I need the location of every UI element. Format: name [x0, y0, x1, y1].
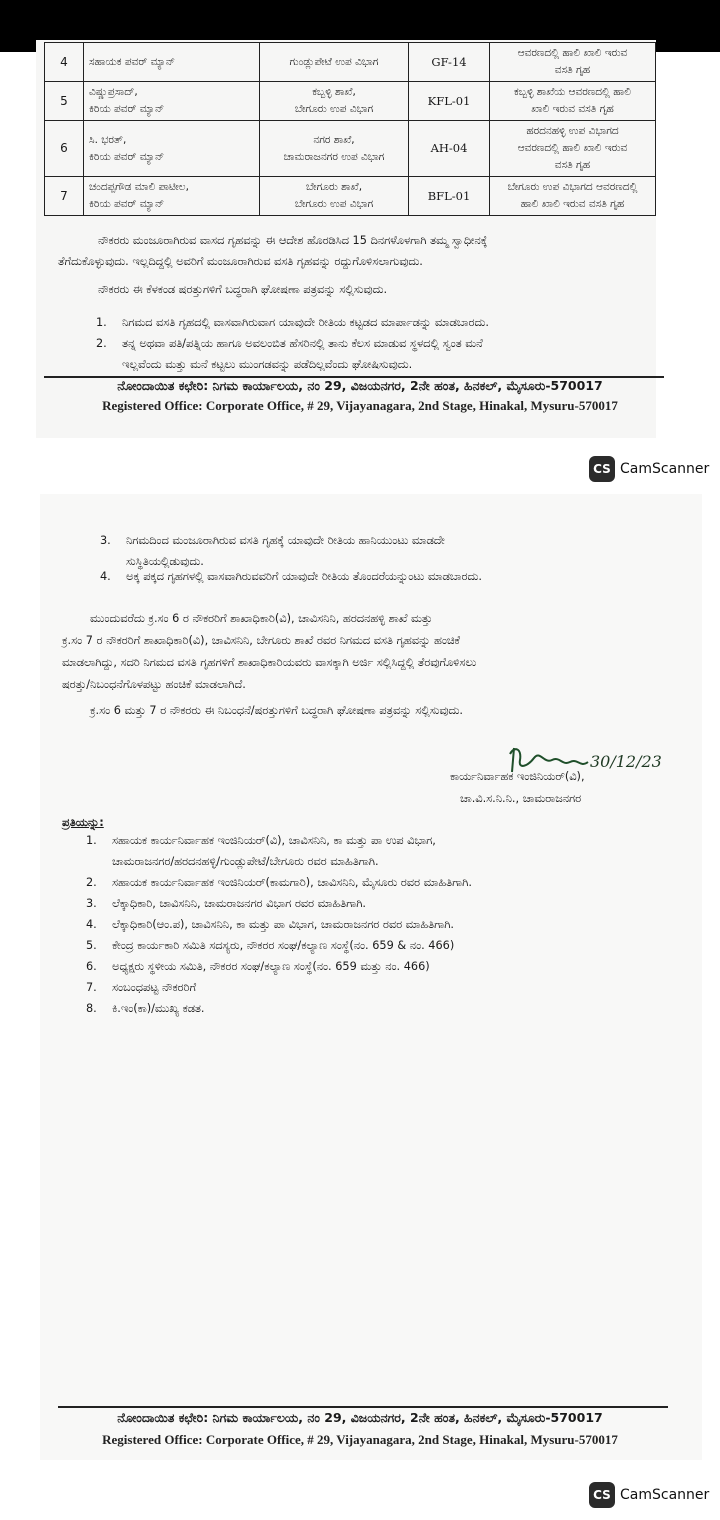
condition-text: ಅಕ್ಕ ಪಕ್ಕದ ಗೃಹಗಳಲ್ಲಿ ವಾಸವಾಗಿರುವವರಿಗೆ ಯಾವುದೇ ರೀತಿಯ ತೊಂದರೆಯನ್ನುಂಟು ಮಾಡಬಾರದು. — [126, 570, 482, 583]
camscanner-watermark-2 — [589, 1482, 709, 1508]
quarter-desc-cell — [490, 43, 656, 82]
footer-rule — [58, 1406, 668, 1408]
para-allocation-note-cont — [62, 630, 662, 696]
quarter-desc-cell-line: ಆವರಣದಲ್ಲಿ ಹಾಲಿ ಖಾಲಿ ಇರುವ — [517, 47, 628, 59]
copy-recipient-line: ಲೆಕ್ಕಾಧಿಕಾರಿ, ಚಾವಿಸನಿನಿ, ಚಾಮರಾಜನಗರ ವಿಭಾಗ ರವರ ಮಾಹಿತಿಗಾಗಿ. — [112, 897, 366, 910]
employee-cell-line: ಸಹಾಯಕ ಪವರ್ ಮ್ಯಾನ್ — [89, 55, 176, 68]
signatory-designation: ಕಾರ್ಯನಿರ್ವಾಹಕ ಇಂಜಿನಿಯರ್(ವಿ), — [450, 770, 585, 783]
condition-text: ಇಲ್ಲವೆಂದು ಮತ್ತು ಮನೆ ಕಟ್ಟಲು ಮುಂಗಡವನ್ನು ಪಡೆದಿಲ್ಲವೆಂದು ಘೋಷಿಸುವುದು. — [122, 358, 413, 371]
para-declaration-2 — [90, 700, 650, 721]
camscanner-logo-icon: CS — [589, 456, 615, 482]
office-cell-line: ಕಬ್ಬಳ್ಳಿ ಶಾಖೆ, — [312, 86, 356, 98]
copy-list — [86, 830, 666, 1019]
list-number: 3. — [100, 534, 111, 547]
copy-recipient — [112, 830, 436, 872]
copy-recipient-line: ಚಾಮರಾಜನಗರ/ಹರದನಹಳ್ಳಿ/ಗುಂಡ್ಲುಪೇಟೆ/ಬೇಗೂರು ರವರ ಮಾಹಿತಿಗಾಗಿ. — [112, 855, 379, 868]
table-row — [45, 121, 656, 177]
serial-cell: 4 — [45, 43, 84, 82]
footer-page-1 — [40, 378, 680, 414]
employee-cell-line: ಕಿರಿಯ ಪವರ್ ಮ್ಯಾನ್ — [89, 103, 165, 115]
copy-recipient — [112, 893, 366, 914]
text-line: ನೌಕರರು ಮಂಜೂರಾಗಿರುವ ವಾಸದ ಗೃಹವನ್ನು ಈ ಆದೇಶ ಹೊರಡಿಸಿದ 15 ದಿನಗಳೊಳಗಾಗಿ ತಮ್ಮ ಸ್ವಾಧೀನಕ್ಕೆ — [98, 234, 488, 247]
office-cell-line: ಬೇಗೂರು ಶಾಖೆ, — [305, 181, 363, 193]
quarter-desc-cell — [490, 82, 656, 121]
office-cell — [260, 43, 409, 82]
list-item — [86, 830, 666, 872]
office-cell-line: ನಗರ ಶಾಖೆ, — [313, 133, 355, 146]
list-number: 7. — [86, 981, 97, 994]
condition-text: ನಿಗಮದ ವಸತಿ ಗೃಹದಲ್ಲಿ ವಾಸವಾಗಿರುವಾಗ ಯಾವುದೇ ರೀತಿಯ ಕಟ್ಟಡದ ಮಾರ್ಪಾಡನ್ನು ಮಾಡಬಾರದು. — [122, 316, 489, 329]
list-number: 5. — [86, 939, 97, 952]
text-line: ಕ್ರ.ಸಂ 7 ರ ನೌಕರರಿಗೆ ಶಾಖಾಧಿಕಾರಿ(ವಿ), ಚಾವಿಸನಿನಿ, ಬೇಗೂರು ಶಾಖೆ ರವರ ನಿಗಮದ ವಸತಿ ಗೃಹವನ್ನು ಹಂಚಿಕೆ — [62, 634, 460, 647]
list-number: 1. — [86, 834, 97, 847]
text-line: ಕ್ರ.ಸಂ 6 ಮತ್ತು 7 ರ ನೌಕರರು ಈ ನಿಬಂಧನೆ/ಷರತ್ತುಗಳಿಗೆ ಬದ್ಧರಾಗಿ ಘೋಷಣಾ ಪತ್ರವನ್ನು ಸಲ್ಲಿಸುವುದು. — [90, 704, 464, 717]
office-cell-line: ಚಾಮರಾಜನಗರ ಉಪ ವಿಭಾಗ — [283, 150, 385, 163]
office-cell — [260, 177, 409, 216]
copy-recipient-line: ಸಹಾಯಕ ಕಾರ್ಯನಿರ್ವಾಹಕ ಇಂಜಿನಿಯರ್(ಕಾಮಗಾರಿ), ಚಾವಿಸನಿನಿ, ಮೈಸೂರು ರವರ ಮಾಹಿತಿಗಾಗಿ. — [112, 876, 472, 889]
para-declaration — [98, 279, 638, 300]
quarter-desc-cell — [490, 177, 656, 216]
employee-cell-line: ಕಿರಿಯ ಪವರ್ ಮ್ಯಾನ್ — [89, 198, 165, 210]
copy-recipient-line: ಲೆಕ್ಕಾಧಿಕಾರಿ(ಆಂ.ಪ), ಚಾವಿಸನಿನಿ, ಕಾ ಮತ್ತು ಪಾ ವಿಭಾಗ, ಚಾಮರಾಜನಗರ ರವರ ಮಾಹಿತಿಗಾಗಿ. — [112, 918, 455, 931]
text-line: ತೆಗೆದುಕೊಳ್ಳುವುದು. ಇಲ್ಲದಿದ್ದಲ್ಲಿ ಅವರಿಗೆ ಮಂಜೂರಾಗಿರುವ ವಸತಿ ಗೃಹವನ್ನು ರದ್ದುಗೊಳಿಸಲಾಗುವುದು. — [58, 255, 423, 268]
signatory-block — [450, 766, 660, 810]
copy-recipient-line: ಸಹಾಯಕ ಕಾರ್ಯನಿರ್ವಾಹಕ ಇಂಜಿನಿಯರ್(ವಿ), ಚಾವಿಸನಿನಿ, ಕಾ ಮತ್ತು ಪಾ ಉಪ ವಿಭಾಗ, — [112, 834, 436, 847]
signatory-organisation: ಚಾ.ವಿ.ಸ.ನಿ.ನಿ., ಚಾಮರಾಜನಗರ — [460, 792, 582, 805]
para-occupy-order-cont — [58, 251, 648, 272]
copy-recipient-line: ಸಂಬಂಧಪಟ್ಟ ನೌಕರರಿಗೆ — [112, 981, 197, 994]
quarter-code-cell: AH-04 — [409, 121, 490, 177]
quarter-code-cell: KFL-01 — [409, 82, 490, 121]
camscanner-logo-icon: CS — [589, 1482, 615, 1508]
copy-recipient — [112, 935, 454, 956]
condition-1 — [96, 312, 656, 333]
employee-cell — [84, 82, 260, 121]
copy-recipient-line: ಕಿ.ಇಂ(ಕಾ)/ಮುಖ್ಯ ಕಡತ. — [112, 1002, 205, 1015]
condition-text: ತನ್ನ ಅಥವಾ ಪತಿ/ಪತ್ನಿಯ ಹಾಗೂ ಅವಲಂಬಿತ ಹೆಸರಿನಲ್ಲಿ ತಾನು ಕೆಲಸ ಮಾಡುವ ಸ್ಥಳದಲ್ಲಿ ಸ್ವಂತ ಮನೆ — [122, 337, 483, 350]
footer-english: Registered Office: Corporate Office, # 29, Vijayanagara, 2nd Stage, Hinakal, Mysuru-570017 — [102, 1432, 618, 1447]
list-item — [86, 893, 666, 914]
text-line: ಮುಂದುವರೆದು ಕ್ರ.ಸಂ 6 ರ ನೌಕರರಿಗೆ ಶಾಖಾಧಿಕಾರಿ(ವಿ), ಚಾವಿಸನಿನಿ, ಹರದನಹಳ್ಳಿ ಶಾಖೆ ಮತ್ತು — [90, 612, 433, 625]
list-item — [86, 914, 666, 935]
quarter-desc-cell-line: ಆವರಣದಲ್ಲಿ ಹಾಲಿ ಖಾಲಿ ಇರುವ — [517, 142, 628, 154]
text-line: ನೌಕರರು ಈ ಕೆಳಕಂಡ ಷರತ್ತುಗಳಿಗೆ ಬದ್ಧರಾಗಿ ಘೋಷಣಾ ಪತ್ರವನ್ನು ಸಲ್ಲಿಸುವುದು. — [98, 283, 388, 296]
list-item — [86, 872, 666, 893]
condition-4 — [100, 566, 660, 587]
camscanner-label: CamScanner — [620, 461, 710, 477]
quarter-code-cell: GF-14 — [409, 43, 490, 82]
employee-cell-line: ವಿಷ್ಣುಪ್ರಸಾದ್, — [89, 86, 138, 98]
quarter-code-cell: BFL-01 — [409, 177, 490, 216]
list-number: 3. — [86, 897, 97, 910]
quarter-desc-cell-line: ವಸತಿ ಗೃಹ — [554, 159, 591, 171]
condition-text: ನಿಗಮದಿಂದ ಮಂಜೂರಾಗಿರುವ ವಸತಿ ಗೃಹಕ್ಕೆ ಯಾವುದೇ ರೀತಿಯ ಹಾನಿಯುಂಟು ಮಾಡದೇ — [126, 534, 445, 547]
copy-recipient-line: ಅಧ್ಯಕ್ಷರು ಸ್ಥಳೀಯ ಸಮಿತಿ, ನೌಕರರ ಸಂಘ/ಕಲ್ಯಾಣ ಸಂಸ್ಥೆ(ನಂ. 659 ಮತ್ತು ನಂ. 466) — [112, 960, 430, 973]
quarters-allocation-table — [44, 42, 656, 216]
office-cell — [260, 82, 409, 121]
para-allocation-note — [90, 608, 650, 630]
employee-cell-line: ಸಿ. ಭರತ್, — [89, 133, 127, 146]
copy-heading-text: ಪ್ರತಿಯನ್ನು: — [62, 816, 104, 829]
employee-cell — [84, 177, 260, 216]
employee-cell — [84, 43, 260, 82]
quarter-desc-cell-line: ಕಬ್ಬಳ್ಳಿ ಶಾಖೆಯ ಆವರಣದಲ್ಲಿ ಹಾಲಿ — [514, 86, 631, 98]
quarter-desc-cell-line: ಬೇಗೂರು ಉಪ ವಿಭಾಗದ ಆವರಣದಲ್ಲಿ — [507, 181, 638, 193]
text-line: ಷರತ್ತು/ನಿಬಂಧನೆಗೊಳಪಟ್ಟು ಹಂಚಿಕೆ ಮಾಡಲಾಗಿದೆ. — [62, 678, 246, 691]
serial-cell: 6 — [45, 121, 84, 177]
list-number: 4. — [86, 918, 97, 931]
quarter-desc-cell — [490, 121, 656, 177]
condition-2 — [96, 333, 656, 375]
footer-english: Registered Office: Corporate Office, # 29, Vijayanagara, 2nd Stage, Hinakal, Mysuru-570017 — [102, 398, 618, 413]
table-row — [45, 177, 656, 216]
list-number: 4. — [100, 570, 111, 583]
quarter-desc-cell-line: ಹರದನಹಳ್ಳಿ ಉಪ ವಿಭಾಗದ — [526, 125, 619, 137]
copy-recipient — [112, 998, 205, 1019]
text-line: ಮಾಡಲಾಗಿದ್ದು, ಸದರಿ ನಿಗಮದ ವಸತಿ ಗೃಹಗಳಿಗೆ ಶಾಖಾಧಿಕಾರಿಯವರು ವಾಸಕ್ಕಾಗಿ ಅರ್ಜಿ ಸಲ್ಲಿಸಿದ್ದಲ್ಲಿ ತೆರವುಗೊಳಿಸಲು — [62, 656, 477, 669]
footer-kannada: ನೋಂದಾಯಿತ ಕಛೇರಿ: ನಿಗಮ ಕಾರ್ಯಾಲಯ, ನಂ 29, ವಿಜಯನಗರ, 2ನೇ ಹಂತ, ಹಿನಕಲ್, ಮೈಸೂರು-570017 — [117, 378, 603, 393]
footer-kannada: ನೋಂದಾಯಿತ ಕಛೇರಿ: ನಿಗಮ ಕಾರ್ಯಾಲಯ, ನಂ 29, ವಿಜಯನಗರ, 2ನೇ ಹಂತ, ಹಿನಕಲ್, ಮೈಸೂರು-570017 — [117, 1410, 603, 1425]
table-row — [45, 43, 656, 82]
office-cell-line: ಬೇಗೂರು ಉಪ ವಿಭಾಗ — [294, 103, 374, 115]
list-number: 2. — [86, 876, 97, 889]
copy-recipient — [112, 914, 454, 935]
list-number: 1. — [96, 316, 107, 329]
list-item — [86, 998, 666, 1019]
quarter-desc-cell-line: ಖಾಲಿ ಇರುವ ವಸತಿ ಗೃಹ — [531, 103, 614, 115]
list-number: 6. — [86, 960, 97, 973]
table-row — [45, 82, 656, 121]
office-cell-line: ಬೇಗೂರು ಉಪ ವಿಭಾಗ — [294, 198, 374, 210]
serial-cell: 5 — [45, 82, 84, 121]
employee-cell — [84, 121, 260, 177]
office-cell-line: ಗುಂಡ್ಲುಪೇಟೆ ಉಪ ವಿಭಾಗ — [289, 55, 379, 68]
camscanner-label: CamScanner — [620, 1487, 710, 1503]
quarter-desc-cell-line: ಹಾಲಿ ಖಾಲಿ ಇರುವ ವಸತಿ ಗೃಹ — [520, 198, 625, 210]
employee-cell-line: ಚಂದಪ್ಪಗೌಡ ಮಾಲಿ ಪಾಟೀಲ, — [89, 181, 189, 193]
copy-recipient — [112, 956, 430, 977]
camscanner-watermark-1 — [589, 456, 709, 482]
employee-cell-line: ಕಿರಿಯ ಪವರ್ ಮ್ಯಾನ್ — [89, 150, 165, 163]
signature-date: 30/12/23 — [590, 752, 662, 771]
copy-recipient — [112, 977, 196, 998]
list-item — [86, 956, 666, 977]
copy-recipient-line: ಕೇಂದ್ರ ಕಾರ್ಯಕಾರಿ ಸಮಿತಿ ಸದಸ್ಯರು, ನೌಕರರ ಸಂಘ/ಕಲ್ಯಾಣ ಸಂಸ್ಥೆ(ನಂ. 659 & ನಂ. 466) — [112, 939, 455, 952]
condition-text: ಸುಸ್ಥಿತಿಯಲ್ಲಿಡುವುದು. — [126, 555, 204, 568]
copy-recipient — [112, 872, 472, 893]
footer-page-2 — [40, 1410, 680, 1448]
office-cell — [260, 121, 409, 177]
list-number: 8. — [86, 1002, 97, 1015]
para-occupy-order — [98, 230, 638, 251]
list-item — [86, 977, 666, 998]
list-number: 2. — [96, 337, 107, 350]
serial-cell: 7 — [45, 177, 84, 216]
quarter-desc-cell-line: ವಸತಿ ಗೃಹ — [554, 64, 591, 76]
list-item — [86, 935, 666, 956]
